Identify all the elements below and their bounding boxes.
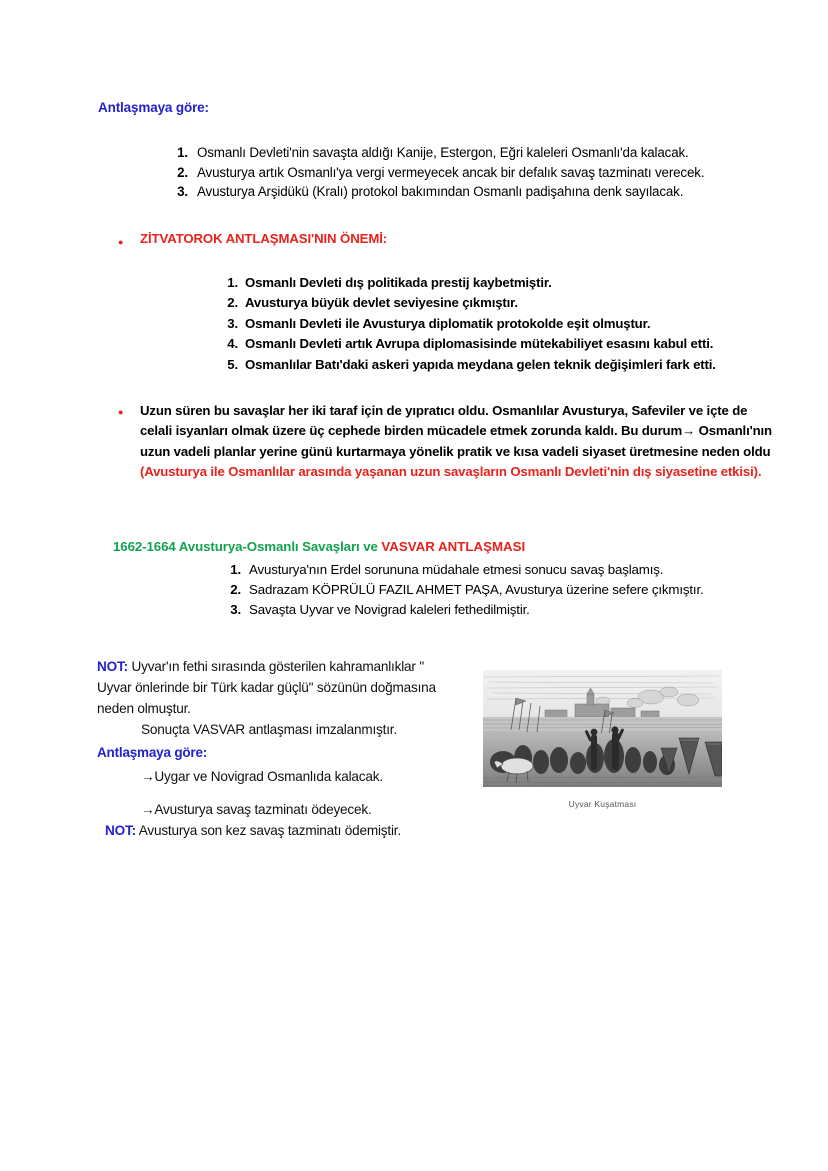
list-item: [225, 580, 795, 600]
figure-caption: Uyvar Kuşatması: [568, 799, 637, 809]
long-wars-paragraph-row: [118, 401, 778, 483]
list-number: 2.: [177, 164, 188, 180]
list-number: 1.: [230, 562, 241, 577]
list-item: [170, 182, 790, 202]
list-text: Avusturya Arşidükü (Kralı) protokol bakımından Osmanlı padişahına denk sayılacak.: [197, 184, 684, 199]
note-two-text: Avusturya son kez savaş tazminatı ödemiştir.: [135, 823, 401, 838]
list-text: Avusturya büyük devlet seviyesine çıkmıştır.: [245, 295, 518, 311]
list-item: [170, 163, 790, 183]
list-item: [225, 600, 795, 620]
list-number: 3.: [177, 184, 188, 199]
long-wars-text-red: (Avusturya ile Osmanlılar arasında yaşanan uzun savaşların Osmanlı Devleti'nin dış siyasetine etkisi).: [140, 464, 762, 480]
list-number: 3.: [230, 602, 241, 617]
list-text: Avusturya'nın Erdel sorununa müdahale etmesi sonucu savaş başlamış.: [249, 562, 664, 577]
list-text: Savaşta Uyvar ve Novigrad kaleleri fethedilmiştir.: [249, 602, 530, 617]
arrow-item-one: →Uygar ve Novigrad Osmanlıda kalacak.: [141, 769, 383, 784]
note-one: [97, 656, 449, 719]
vasvar-heading: [113, 538, 763, 556]
notes-treaty-heading: Antlaşmaya göre:: [97, 745, 208, 760]
importance-list: [222, 273, 802, 375]
list-text: Osmanlı Devleti artık Avrupa diplomasisinde mütekabiliyet esasını kabul etti.: [245, 336, 714, 352]
list-number: 2.: [227, 295, 238, 311]
list-item: [225, 560, 795, 580]
list-text: Sadrazam KÖPRÜLÜ FAZIL AHMET PAŞA, Avusturya üzerine sefere çıkmıştır.: [249, 582, 704, 597]
note-one-text: Uyvar'ın fethi sırasında gösterilen kahramanlıklar " Uyvar önlerinde bir Türk kadar güçlü" sözünün doğmasına neden olmuştur.: [97, 659, 436, 716]
list-number: 1.: [227, 275, 238, 290]
result-line: Sonuçta VASVAR antlaşması imzalanmıştır.: [141, 722, 397, 737]
list-text: Osmanlı Devleti'nin savaşta aldığı Kanije, Estergon, Eğri kaleleri Osmanlı'da kalacak.: [197, 145, 689, 160]
note-label: NOT:: [97, 659, 128, 674]
bullet-dot-icon: [118, 231, 140, 248]
engraving-image: [483, 670, 722, 787]
arrow-item-two: →Avusturya savaş tazminatı ödeyecek.: [141, 802, 372, 817]
bullet-dot-icon: [118, 401, 140, 418]
long-wars-paragraph: [140, 401, 778, 483]
list-item: [222, 334, 802, 354]
siege-engraving-illustration: [483, 670, 722, 787]
list-number: 5.: [227, 356, 238, 372]
long-wars-text-black: Uzun süren bu savaşlar her iki taraf için de yıpratıcı oldu. Osmanlılar Avusturya, Safeviler ve içte de celali isyanları olmak üzere üç cephede birden mücadele etmek zorunda kaldı. Bu durum→ Osmanlı'nın uzun vadeli planlar yerine günü kurtarmaya yönelik pratik ve kısa vadeli siyaset üretmesine neden oldu: [140, 403, 772, 459]
list-text: Osmanlılar Batı'daki askeri yapıda meydana gelen teknik değişimleri fark etti.: [245, 356, 716, 372]
figure-uyvar-siege: [483, 670, 722, 809]
result-line-row: [97, 719, 449, 740]
vasvar-heading-red: VASVAR ANTLAŞMASI: [381, 539, 526, 554]
vasvar-heading-green: 1662-1664 Avusturya-Osmanlı Savaşları ve: [113, 539, 382, 554]
list-number: 3.: [227, 315, 238, 331]
list-item: [222, 293, 802, 313]
list-number: 4.: [227, 336, 238, 352]
treaty-terms-list: [170, 143, 790, 202]
notes-block: [97, 656, 449, 841]
list-text: Avusturya artık Osmanlı'ya vergi vermeyecek ancak bir defalık savaş tazminatı verecek.: [197, 164, 705, 180]
vasvar-list: [225, 560, 795, 620]
list-item: [222, 314, 802, 334]
list-number: 1.: [177, 145, 188, 160]
note-label: NOT:: [105, 823, 136, 838]
importance-heading-row: [118, 231, 758, 248]
treaty-terms-heading: Antlaşmaya göre:: [98, 100, 209, 115]
list-item: [222, 355, 802, 375]
list-number: 2.: [230, 582, 241, 597]
list-item: [222, 273, 802, 293]
list-text: Osmanlı Devleti dış politikada prestij kaybetmiştir.: [245, 275, 552, 290]
note-two: [97, 820, 449, 841]
list-item: [170, 143, 790, 163]
list-text: Osmanlı Devleti ile Avusturya diplomatik protokolde eşit olmuştur.: [245, 315, 651, 331]
importance-heading: ZİTVATOROK ANTLAŞMASI'NIN ÖNEMİ:: [140, 231, 388, 246]
